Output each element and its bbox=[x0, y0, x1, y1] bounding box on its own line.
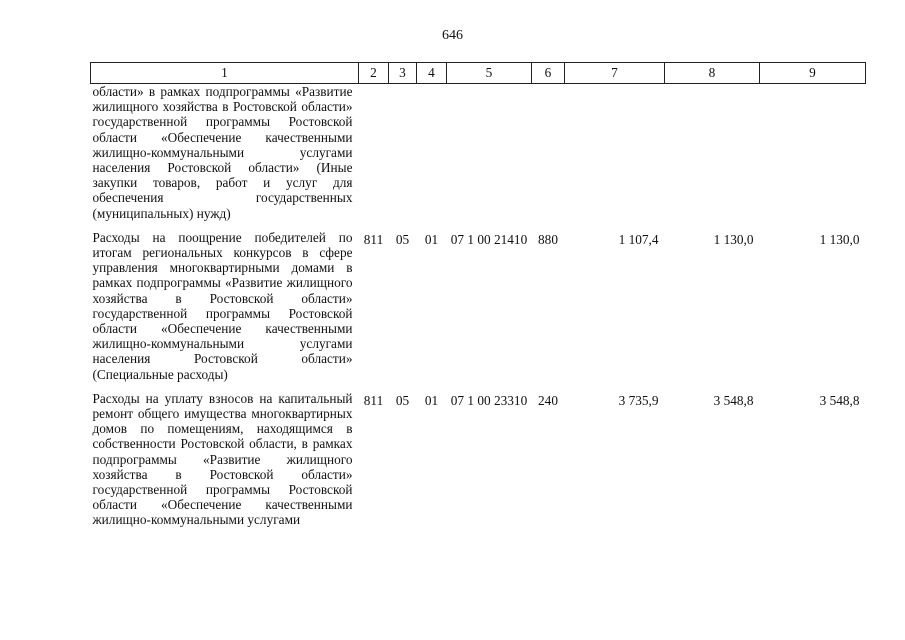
header-col-2: 2 bbox=[359, 63, 389, 84]
row-description: области» в рамках подпрограммы «Развитие жилищного хозяйства в Ростовской области» государственной программы Ростовской области «Обеспечение качественными жилищно-коммунальными услугами населения Ростовской области» (Иные закупки товаров, работ и услуг для обеспечения государственных (муниципальных) нужд) bbox=[92, 84, 353, 221]
header-col-7: 7 bbox=[565, 63, 665, 84]
row-expense-type: 880 bbox=[538, 231, 558, 247]
row-target-article: 07 1 00 23310 bbox=[450, 392, 528, 408]
row-ministry-code: 811 bbox=[363, 392, 384, 408]
row-section-code: 05 bbox=[395, 392, 410, 408]
row-expense-type bbox=[532, 84, 565, 229]
row-ministry-code: 811 bbox=[363, 231, 384, 247]
header-col-9: 9 bbox=[760, 63, 866, 84]
row-amount-col8: 1 130,0 bbox=[713, 231, 754, 247]
header-col-1: 1 bbox=[91, 63, 359, 84]
header-col-3: 3 bbox=[389, 63, 417, 84]
row-amount-col8 bbox=[665, 84, 760, 229]
row-amount-col7: 1 107,4 bbox=[618, 231, 659, 247]
row-subsection-code: 01 bbox=[424, 392, 439, 408]
row-target-article: 07 1 00 21410 bbox=[450, 231, 528, 247]
row-amount-col9: 1 130,0 bbox=[819, 231, 860, 247]
row-subsection-code: 01 bbox=[424, 231, 439, 247]
budget-table bbox=[90, 62, 866, 536]
row-target-article bbox=[447, 84, 532, 229]
row-amount-col9 bbox=[760, 84, 866, 229]
header-col-5: 5 bbox=[447, 63, 532, 84]
row-amount-col7 bbox=[565, 84, 665, 229]
row-section-code bbox=[389, 84, 417, 229]
row-amount-col9: 3 548,8 bbox=[819, 392, 860, 408]
row-subsection-code bbox=[417, 84, 447, 229]
row-description: Расходы на поощрение победителей по итогам региональных конкурсов в сфере управления многоквартирными домами в рамках подпрограммы «Развитие жилищного хозяйства в Ростовской области» государственной программы Ростовской области «Обеспечение качественными жилищно-коммунальными услугами населения Ростовской области» (Специальные расходы) bbox=[92, 229, 353, 382]
header-col-8: 8 bbox=[665, 63, 760, 84]
row-section-code: 05 bbox=[395, 231, 410, 247]
row-amount-col8: 3 548,8 bbox=[713, 392, 754, 408]
row-ministry-code bbox=[359, 84, 389, 229]
table-row bbox=[91, 84, 866, 229]
row-expense-type: 240 bbox=[538, 392, 558, 408]
header-col-4: 4 bbox=[417, 63, 447, 84]
table-row bbox=[91, 390, 866, 536]
row-amount-col7: 3 735,9 bbox=[618, 392, 659, 408]
page-number: 646 bbox=[442, 28, 463, 43]
table-row bbox=[91, 229, 866, 390]
table-header-row bbox=[91, 63, 866, 84]
row-description: Расходы на уплату взносов на капитальный ремонт общего имущества многоквартирных домов по помещениям, находящимся в собственности Ростовской области, в рамках подпрограммы «Развитие жилищного хозяйства в Ростовской области» государственной программы Ростовской области «Обеспечение качественными жилищно-коммунальными услугами bbox=[92, 390, 353, 528]
header-col-6: 6 bbox=[532, 63, 565, 84]
